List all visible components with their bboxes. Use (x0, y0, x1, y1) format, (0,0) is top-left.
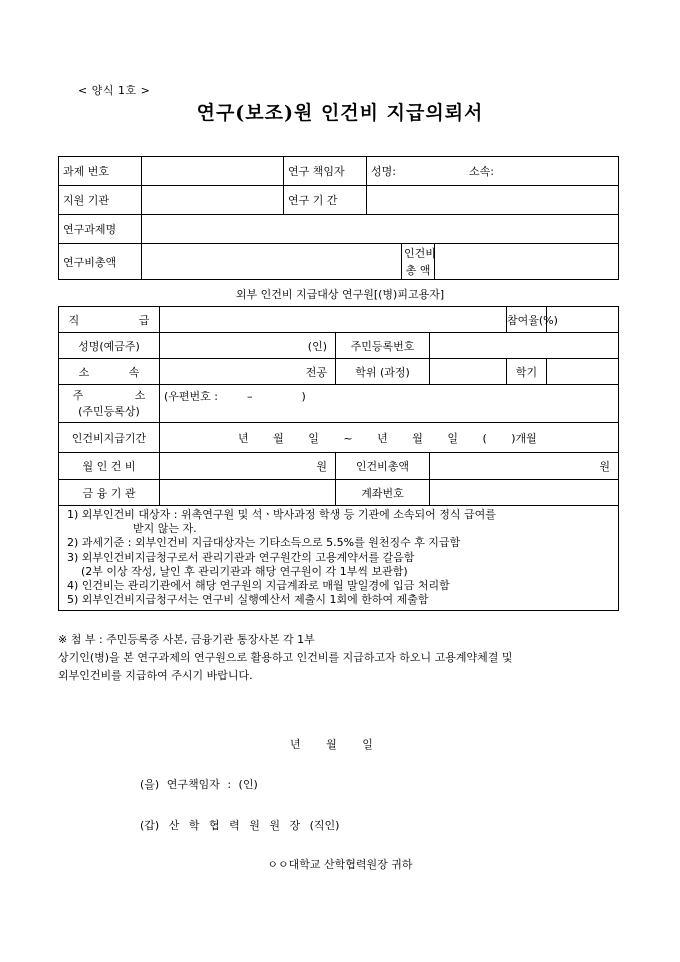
note-2: 2) 과세기준 : 외부인건비 지급대상자는 기타소득으로 5.5%를 원천징수 후 지급함 (67, 536, 461, 550)
agency-label: 지원 기관 (59, 186, 142, 215)
form-number: < 양식 1호 > (78, 84, 151, 97)
project-no-label: 과제 번호 (59, 157, 142, 186)
bank-label: 금 융 기 관 (59, 480, 160, 506)
won-unit-2: 원 (599, 460, 610, 473)
labor-total-value[interactable] (435, 244, 619, 280)
labor-total-value-2[interactable] (430, 453, 619, 480)
researcher-table (58, 306, 619, 611)
participation-label: 참여율(%) (507, 307, 547, 333)
request-body (58, 649, 512, 685)
postal-dash: – (247, 390, 253, 403)
agency-value[interactable] (142, 186, 284, 215)
project-name-label: 연구과제명 (59, 215, 142, 244)
document-title: 연구(보조)원 인건비 지급의뢰서 (196, 102, 484, 124)
total-budget-value[interactable] (142, 244, 402, 280)
labor-total-label (402, 244, 435, 280)
signature-researcher[interactable]: (을) 연구책임자 : (인) (140, 778, 258, 791)
section-title: 외부 인건비 지급대상 연구원[(병)피고용자] (235, 288, 445, 301)
total-budget-label: 연구비총액 (59, 244, 142, 280)
address-label-line2: (주민등록상) (78, 404, 140, 418)
labor-total-label-line2: 총 액 (405, 263, 431, 277)
account-label: 계좌번호 (336, 480, 430, 506)
project-info-table (58, 156, 619, 280)
notes-box (59, 506, 619, 611)
addressee: ㅇㅇ대학교 산학협력원장 귀하 (267, 858, 413, 871)
seal-mark: (인) (307, 339, 327, 353)
rank-label: 직 급 (59, 307, 160, 333)
name-label: 성명(예금주) (59, 333, 160, 359)
pay-period-label: 인건비지급기간 (59, 423, 160, 453)
date-line[interactable]: 년 월 일 (290, 738, 373, 751)
bank-value[interactable] (160, 480, 336, 506)
note-4: 4) 인건비는 관리기관에서 해당 연구원의 지급계좌로 매월 말일경에 입금 처리함 (67, 579, 450, 593)
note-3: 3) 외부인건비지급청구로서 관리기관과 연구원간의 고용계약서를 갈음함 (67, 550, 415, 564)
affiliation-label: 소 속 (59, 359, 160, 385)
pi-value[interactable] (367, 157, 619, 186)
request-body-line1: 상기인(병)을 본 연구과제의 연구원으로 활용하고 인건비를 지급하고자 하오니 고용계약체결 및 (58, 651, 513, 664)
pi-name-label: 성명: (371, 165, 396, 178)
labor-total-label-line1: 인건비 (404, 246, 436, 260)
semester-label: 학기 (507, 359, 547, 385)
name-value[interactable] (160, 333, 336, 359)
note-1-cont: 받지 않는 자. (133, 522, 197, 536)
semester-value[interactable] (547, 359, 619, 385)
note-1: 1) 외부인건비 대상자 : 위촉연구원 및 석ㆍ박사과정 학생 등 기관에 소속되어 정식 급여를 (67, 508, 496, 521)
major-label: 전공 (305, 365, 327, 379)
period-value[interactable] (367, 186, 619, 215)
resident-no-label: 주민등록번호 (336, 333, 430, 359)
note-3-cont: (2부 이상 작성, 날인 후 관리기관과 해당 연구원이 각 1부씩 보관함) (81, 564, 408, 578)
postal-suffix: ) (301, 390, 306, 403)
degree-value[interactable] (430, 359, 507, 385)
rank-value[interactable] (160, 307, 507, 333)
labor-total-label-2: 인건비총액 (336, 453, 430, 480)
monthly-pay-label: 월 인 건 비 (59, 453, 160, 480)
attachment-note: ※ 첨 부 : 주민등록증 사본, 금융기관 통장사본 각 1부 (58, 633, 315, 646)
address-label-line1: 주 소 (72, 388, 146, 402)
account-value[interactable] (430, 480, 619, 506)
won-unit-1: 원 (316, 460, 327, 473)
address-label (59, 385, 160, 423)
signature-director[interactable]: (갑) 산 학 협 력 원 원 장 (직인) (140, 819, 340, 832)
period-label: 연구 기 간 (284, 186, 367, 215)
postal-prefix: (우편번호 : (164, 390, 218, 403)
note-5: 5) 외부인건비지급청구서는 연구비 실행예산서 제출시 1회에 한하여 제출함 (67, 593, 429, 607)
project-name-value[interactable] (142, 215, 619, 244)
project-no-value[interactable] (142, 157, 284, 186)
pay-period-value[interactable]: 년 월 일 ~ 년 월 일 ( )개월 (160, 423, 619, 453)
monthly-pay-value[interactable] (160, 453, 336, 480)
affiliation-value[interactable] (160, 359, 336, 385)
pi-label: 연구 책임자 (284, 157, 367, 186)
pi-affiliation-label: 소속: (468, 165, 494, 178)
request-body-line2: 외부인건비를 지급하여 주시기 바랍니다. (58, 669, 253, 682)
degree-label: 학위 (과정) (336, 359, 430, 385)
address-value[interactable] (160, 385, 619, 423)
resident-no-value[interactable] (430, 333, 619, 359)
